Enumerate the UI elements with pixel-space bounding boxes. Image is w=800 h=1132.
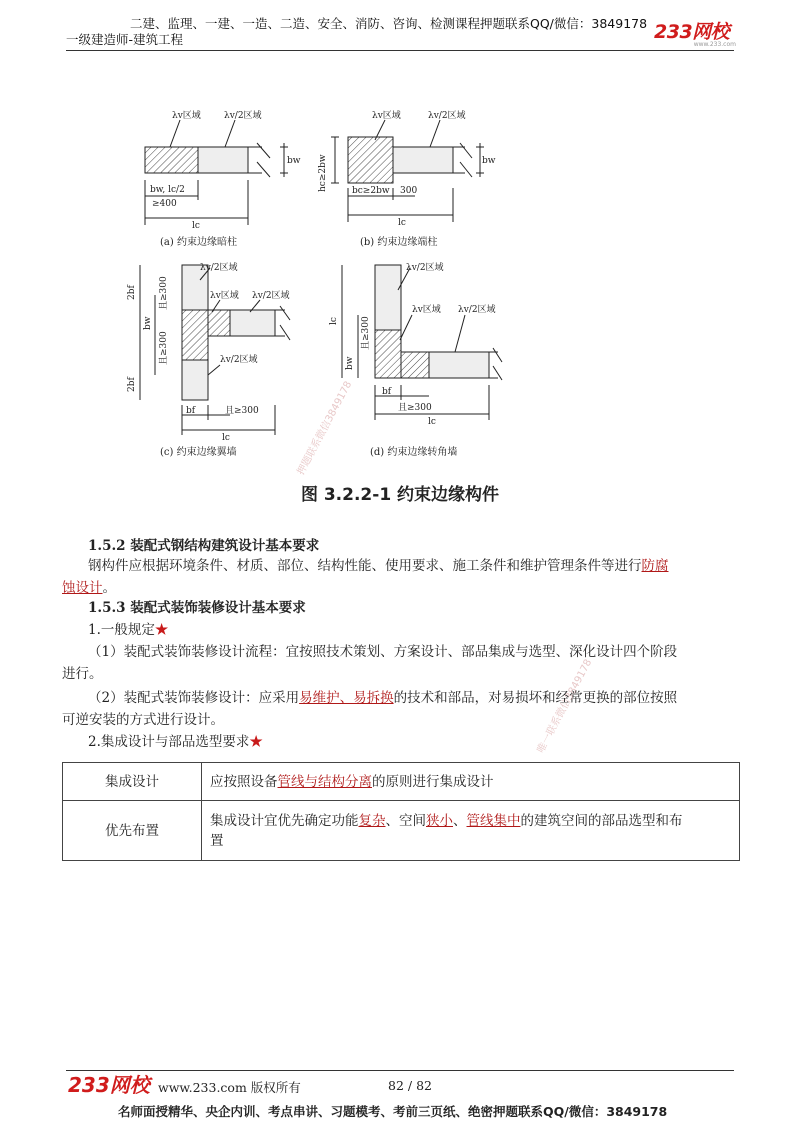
item-2-integration: 2.集成设计与部品选型要求★ (88, 734, 263, 750)
lv2-zone-horiz (429, 352, 489, 378)
lv2-zone-vert (375, 265, 401, 330)
header-contact-line: 二建、监理、一建、一造、二造、安全、消防、咨询、检测课程押题联系QQ/微信：3849178 (130, 16, 648, 31)
lv-zone-hatch-h (208, 310, 230, 336)
caption-a: (a) 约束边缘暗柱 (160, 237, 237, 248)
star-icon: ★ (154, 622, 169, 638)
lv-zone-hatch-v (375, 330, 401, 378)
lv2-zone-dotted (198, 147, 248, 173)
lv2-zone-dotted (393, 147, 453, 173)
label-c-2bf-bot: 2bf (127, 377, 137, 392)
label-d-ge300-v: 且≥300 (361, 316, 371, 350)
section-1-5-3-title: 1.5.3 装配式装饰装修设计基本要求 (88, 600, 306, 616)
label-b-lv2: λv/2区域 (428, 111, 466, 121)
table-row (63, 763, 740, 801)
label-c-lv2-bot: λv/2区域 (220, 355, 258, 365)
label-a-ge400: ≥400 (152, 199, 177, 209)
star-icon: ★ (249, 734, 263, 750)
table-row (63, 801, 740, 861)
integration-requirements-table (62, 762, 740, 861)
label-a-bw: bw (287, 156, 301, 166)
lv-zone-hatch-h (401, 352, 429, 378)
footer-ftr-rule (66, 1070, 734, 1071)
footer-logo[interactable]: 233网校 (68, 1073, 150, 1097)
figure-caption: 图 3.2.2-1 约束边缘构件 (300, 485, 500, 505)
label-c-ge300-top: 且≥300 (159, 276, 169, 310)
footer-slogan: 名师面授精华、央企内训、考点串讲、习题模考、考前三页纸、绝密押题联系QQ/微信：3849178 (118, 1104, 668, 1119)
label-d-lv2-top: λv/2区域 (406, 263, 444, 273)
section-1-5-2-title: 1.5.2 装配式钢结构建筑设计基本要求 (88, 538, 320, 554)
lv-zone-hatch-v (182, 310, 208, 360)
diagram-a-hidden-column (145, 120, 288, 225)
label-c-lv2-web: λv/2区域 (252, 291, 290, 301)
table-row-head: 优先布置 (63, 801, 202, 861)
label-c-lv2-top: λv/2区域 (200, 263, 238, 273)
label-d-lv: λv区域 (412, 305, 441, 315)
keyword-pipeline-separation: 管线与结构分离 (277, 773, 372, 790)
label-a-lv: λv区域 (172, 111, 201, 121)
watermark-diagonal-2: 唯一联系微信3849178 (535, 657, 595, 756)
paragraph-2-line2: 可逆安装的方式进行设计。 (62, 712, 224, 728)
label-b-bw: bw (482, 156, 496, 166)
lv-zone-hatch (145, 147, 198, 173)
keyword-anticorrosion-b: 蚀设计 (62, 580, 103, 596)
label-d-lv2: λv/2区域 (458, 305, 496, 315)
table-row-content: 集成设计宜优先确定功能复杂、空间狭小、管线集中的建筑空间的部品选型和布 置 (202, 801, 740, 861)
label-c-ge300-bot: 且≥300 (159, 331, 169, 365)
header-logo-url: www.233.com (693, 41, 736, 48)
label-d-ge300-h: 且≥300 (398, 403, 432, 413)
lv2-zone-bottom (182, 360, 208, 400)
table-row-content: 应按照设备管线与结构分离的原则进行集成设计 (202, 763, 740, 801)
keyword-complex: 复杂 (358, 812, 386, 829)
label-c-lc: lc (222, 433, 230, 443)
footer-page-number: 82 / 82 (388, 1078, 432, 1093)
header-subject: 一级建造师-建筑工程 (66, 32, 184, 47)
keyword-easy-maintenance: 易维护、易拆换 (299, 690, 394, 706)
section-1-5-2-paragraph-line1: 钢构件应根据环境条件、材质、部位、结构性能、使用要求、施工条件和维护管理条件等进行防腐 (88, 558, 669, 574)
label-b-bc: bc≥2bw (352, 186, 390, 196)
item-1-general-rules: 1.一般规定★ (88, 622, 169, 638)
section-1-5-2-paragraph-line2: 蚀设计。 (62, 580, 116, 596)
paragraph-1-line2: 进行。 (62, 666, 103, 682)
paragraph-1-line1: （1）装配式装饰装修设计流程：宜按照技术策划、方案设计、部品集成与选型、深化设计四个阶段 (88, 644, 678, 660)
label-d-bf: bf (382, 387, 392, 397)
caption-d: (d) 约束边缘转角墙 (370, 447, 458, 458)
label-d-lc-v: lc (329, 317, 339, 325)
label-c-2bf-top: 2bf (127, 285, 137, 300)
header-divider (66, 50, 734, 51)
label-b-hc: hc≥2bw (318, 154, 328, 192)
label-b-lv: λv区域 (372, 111, 401, 121)
label-c-bw: bw (143, 316, 153, 330)
label-d-bw: bw (345, 356, 355, 370)
header-logo-text: 233网校 (654, 21, 730, 43)
keyword-narrow: 狭小 (426, 812, 453, 829)
lv2-zone-web (230, 310, 275, 336)
footer-site: www.233.com 版权所有 (158, 1080, 301, 1095)
label-b-300: 300 (400, 186, 418, 196)
label-c-ge300-h: 且≥300 (225, 406, 259, 416)
label-c-lv: λv区域 (210, 291, 239, 301)
label-a-bw-lc2: bw, lc/2 (150, 185, 185, 195)
paragraph-2-line1: （2）装配式装饰装修设计：应采用易维护、易拆换的技术和部品，对易损坏和经常更换的部位按照 (88, 690, 678, 706)
label-c-bf: bf (186, 406, 196, 416)
caption-b: (b) 约束边缘端柱 (360, 237, 438, 248)
label-b-lc: lc (398, 218, 406, 228)
watermark-diagonal-1: 押题联系微信3849178 (295, 379, 355, 478)
label-a-lv2: λv/2区域 (224, 111, 262, 121)
header-logo[interactable] (654, 22, 736, 48)
label-a-lc: lc (192, 221, 200, 231)
diagram-b-end-column (331, 120, 484, 222)
caption-c: (c) 约束边缘翼墙 (160, 447, 237, 458)
table-row-head: 集成设计 (63, 763, 202, 801)
lv-zone-hatch (348, 137, 393, 183)
label-d-lc: lc (428, 417, 436, 427)
keyword-anticorrosion-a: 防腐 (641, 558, 669, 574)
keyword-pipeline-concentrated: 管线集中 (466, 812, 521, 829)
